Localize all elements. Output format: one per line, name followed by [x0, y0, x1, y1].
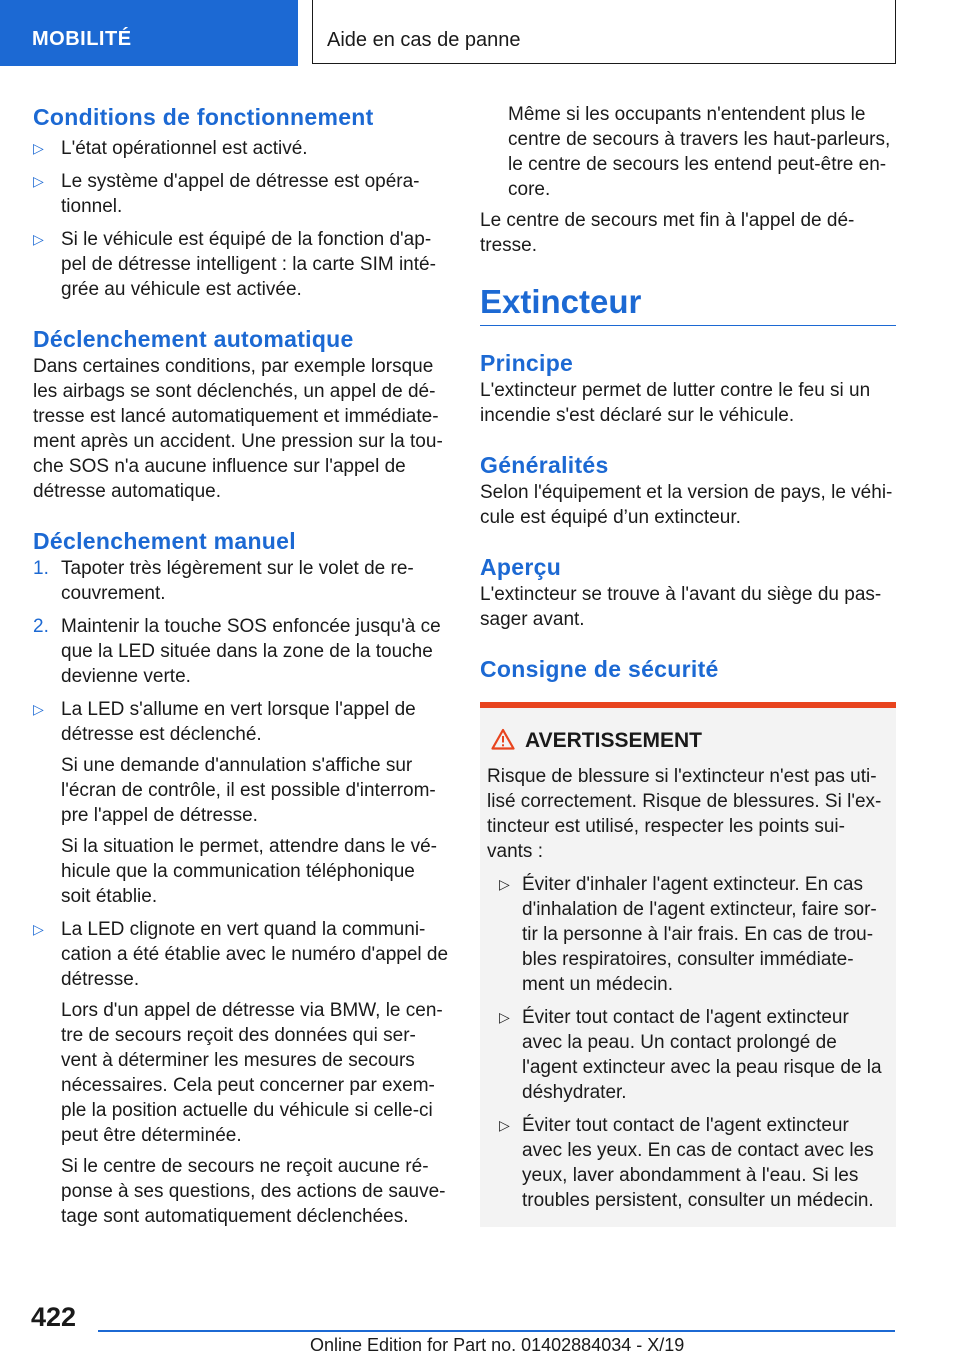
triangle-bullet-icon: ▷: [499, 876, 510, 892]
step-number: 2.: [33, 616, 49, 637]
heading-conditions: Conditions de fonctionnement: [33, 104, 374, 130]
triangle-bullet-icon: ▷: [33, 140, 44, 156]
warning-item: ▷ Éviter tout contact de l'agent extincteur avec les yeux. En cas de contact avec les yeux, laver abondamment à l'eau. Si les troubles persistent, consulter un médecin.: [499, 1115, 874, 1211]
warning-heading: AVERTISSEMENT: [487, 728, 888, 754]
apercu-text: L'extincteur se trouve à l'avant du siège du pas-sager avant.: [480, 584, 882, 630]
warning-item: ▷ Éviter d'inhaler l'agent extincteur. En cas d'inhalation de l'agent extincteur, faire sor-tir la personne à l'air frais. En cas de trou-bles respiratoires, consulter immédiate-ment un médecin.: [499, 874, 877, 995]
step-item: 1. Tapoter très légèrement sur le volet de re-couvrement.: [33, 558, 414, 604]
heading-manual: Déclenchement manuel: [33, 528, 296, 554]
section-tab: MOBILITÉ: [0, 0, 298, 66]
list-item: ▷ La LED clignote en vert quand la communi-cation a été établie avec le numéro d'appel de détresse.: [33, 919, 449, 990]
page-number: 422: [31, 1302, 77, 1332]
warning-box: [480, 702, 896, 1227]
step-item: 2. Maintenir la touche SOS enfoncée jusqu'à ce que la LED située dans la zone de la touche devienne verte.: [33, 616, 441, 687]
sub-paragraph: Lors d'un appel de détresse via BMW, le cen-tre de secours reçoit des données qui ser-vent à déterminer les mesures de secours nécessaires. Cela peut concerner par exem-ple la position actuelle du véhicule si celle-ci peut être déterminée.: [61, 1000, 443, 1146]
list-item: ▷ Si le véhicule est équipé de la fonction d'ap-pel de détresse intelligent : la carte SIM inté-grée au véhicule est activée.: [33, 229, 436, 300]
heading-principe: Principe: [480, 350, 574, 376]
warning-text: Risque de blessure si l'extincteur n'est pas uti-lisé correctement. Risque de blessures. Si l'ex-tincteur est utilisé, respecter les points sui-vants :: [487, 766, 882, 862]
auto-text: Dans certaines conditions, par exemple lorsque les airbags se sont déclenchés, un appel de dé-tresse est lancé automatiquement et immédiate-ment après un accident. Une pression sur la tou-che SOS n'a aucune influence sur l'appel de détresse automatique.: [33, 356, 443, 502]
footer-edition: Online Edition for Part no. 01402884034 - X/19: [310, 1335, 685, 1355]
left-column: [33, 102, 449, 1229]
sub-paragraph: Si une demande d'annulation s'affiche sur l'écran de contrôle, il est possible d'interrom-pre l'appel de détresse.: [61, 755, 436, 826]
right-column: [480, 102, 896, 1227]
warning-item: ▷ Éviter tout contact de l'agent extincteur avec la peau. Un contact prolongé de l'agent extincteur avec la peau risque de la déshydrater.: [499, 1007, 882, 1103]
triangle-bullet-icon: ▷: [499, 1009, 510, 1025]
end-call-text: Le centre de secours met fin à l'appel de dé-tresse.: [480, 210, 855, 256]
list-item: ▷ L'état opérationnel est activé.: [33, 138, 308, 159]
step-number: 1.: [33, 558, 49, 579]
page-header: [0, 0, 960, 66]
sub-paragraph: Si le centre de secours ne reçoit aucune ré-ponse à ses questions, des actions de sauve-tage sont automatiquement déclenchées.: [61, 1156, 446, 1227]
list-item: ▷ Le système d'appel de détresse est opéra-tionnel.: [33, 171, 420, 217]
heading-auto: Déclenchement automatique: [33, 326, 354, 352]
sub-paragraph: Même si les occupants n'entendent plus le centre de secours à travers les haut-parleurs, le centre de secours les entend peut-être en-core.: [508, 104, 891, 200]
triangle-bullet-icon: ▷: [33, 921, 44, 937]
triangle-bullet-icon: ▷: [499, 1117, 510, 1133]
sub-paragraph: Si la situation le permet, attendre dans le vé-hicule que la communication téléphonique soit établie.: [61, 836, 437, 907]
generalites-text: Selon l'équipement et la version de pays, le véhi-cule est équipé d’un extincteur.: [480, 482, 893, 528]
heading-generalites: Généralités: [480, 452, 609, 478]
triangle-bullet-icon: ▷: [33, 701, 44, 717]
chapter-title: Aide en cas de panne: [312, 0, 896, 64]
list-item: ▷ La LED s'allume en vert lorsque l'appel de détresse est déclenché.: [33, 699, 416, 745]
chapter-heading-extincteur: Extincteur: [480, 283, 642, 320]
principe-text: L'extincteur permet de lutter contre le feu si un incendie s'est déclaré sur le véhicule.: [480, 380, 871, 426]
triangle-bullet-icon: ▷: [33, 173, 44, 189]
heading-apercu: Aperçu: [480, 554, 562, 580]
heading-consigne: Consigne de sécurité: [480, 656, 719, 682]
triangle-bullet-icon: ▷: [33, 231, 44, 247]
warning-triangle-icon: [491, 728, 515, 757]
footer-rule: [98, 1330, 895, 1332]
